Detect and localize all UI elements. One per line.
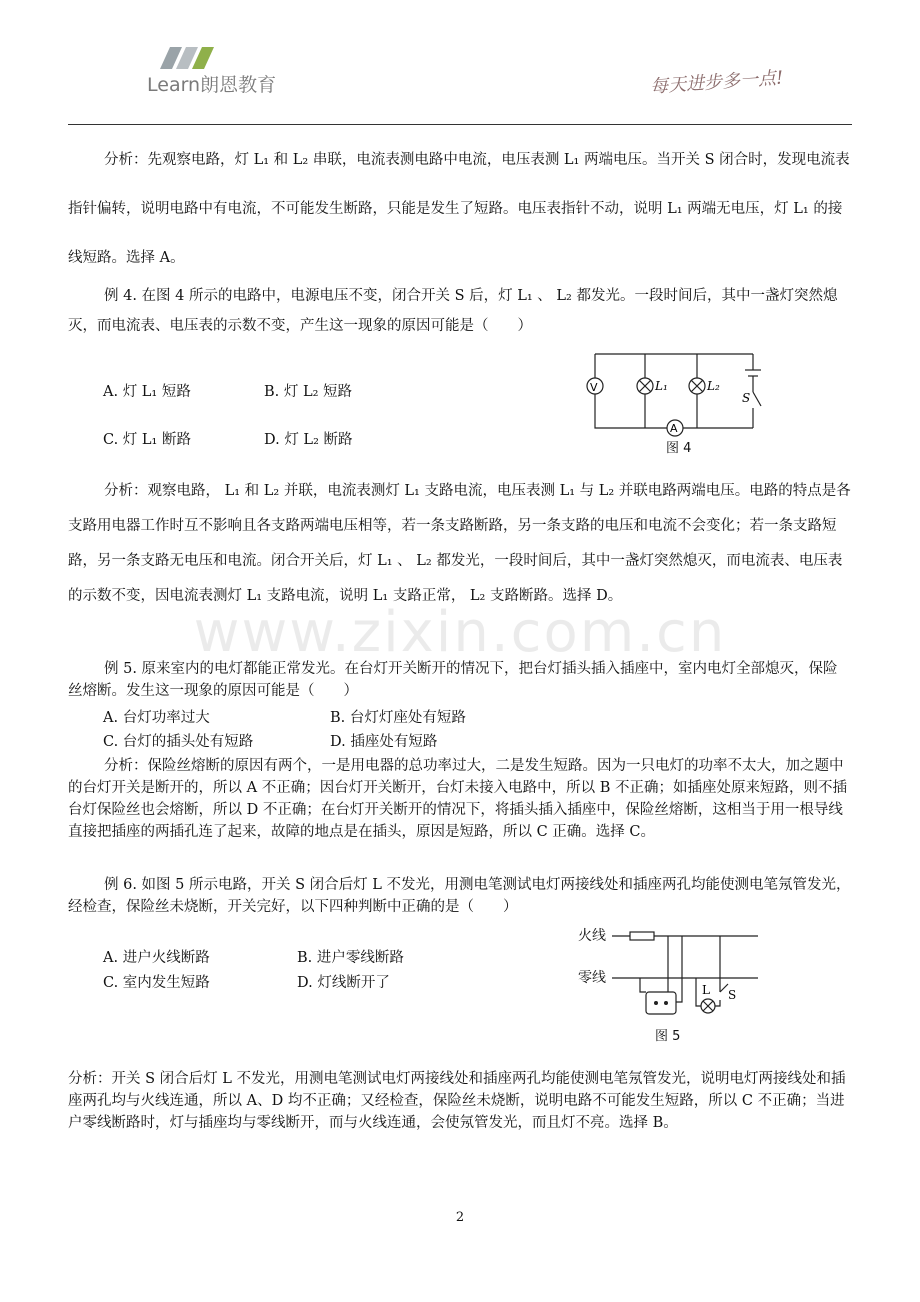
option-6d: D. 灯线断开了	[297, 975, 390, 991]
analysis-3: 分析：先观察电路，灯 L₁ 和 L₂ 串联，电流表测电路中电流，电压表测 L₁ 两端电压。当开关 S 闭合时，发现电流表指针偏转，说明电路中有电流，不可能发生断路，只能是发生了短路。电压表指针不动，说明 L₁ 两端无电压，灯 L₁ 的接线短路。选择 A。	[68, 152, 850, 266]
option-5a: A. 台灯功率过大	[103, 710, 210, 726]
fig4-s: S	[742, 391, 751, 405]
option-4d: D. 灯 L₂ 断路	[264, 432, 353, 448]
fig4-a: A	[670, 422, 678, 435]
option-5c: C. 台灯的插头处有短路	[103, 734, 254, 750]
fig4-l2: L₂	[707, 379, 720, 393]
fig5-s: S	[728, 988, 737, 1002]
figure-4-caption: 图 4	[666, 441, 692, 456]
header-rule	[68, 124, 852, 125]
fig4-l1: L₁	[655, 379, 668, 393]
option-5d: D. 插座处有短路	[330, 734, 438, 750]
fig5-neutral-label: 零线	[578, 970, 606, 986]
fig5-l: L	[702, 983, 710, 997]
option-6c: C. 室内发生短路	[103, 975, 210, 991]
option-6a: A. 进户火线断路	[103, 950, 210, 966]
option-6b: B. 进户零线断路	[297, 950, 404, 966]
option-5b: B. 台灯灯座处有短路	[330, 710, 466, 726]
logo-text: Learn朗恩教育	[147, 74, 277, 96]
watermark: www.zixin.com.cn	[193, 600, 727, 665]
figure-4-circuit	[585, 348, 785, 438]
fig4-v: V	[590, 381, 598, 394]
slogan: 每天进步多一点!	[649, 67, 784, 98]
example-6: 例 6. 如图 5 所示电路，开关 S 闭合后灯 L 不发光，用测电笔测试电灯两接线处和插座两孔均能使测电笔氖管发光，经检查，保险丝未烧断，开关完好，以下四种判断中正确的是（ ）	[68, 877, 851, 915]
example-4: 例 4. 在图 4 所示的电路中，电源电压不变，闭合开关 S 后，灯 L₁ 、 L₂ 都发光。一段时间后，其中一盏灯突然熄灭，而电流表、电压表的示数不变，产生这一现象的原因可能是（ ）	[68, 288, 838, 334]
header	[0, 0, 920, 125]
example-5: 例 5. 原来室内的电灯都能正常发光。在台灯开关断开的情况下，把台灯插头插入插座中，室内电灯全部熄灭，保险丝熔断。发生这一现象的原因可能是（ ）	[68, 661, 838, 699]
analysis-4: 分析：观察电路， L₁ 和 L₂ 并联，电流表测灯 L₁ 支路电流，电压表测 L₁ 与 L₂ 并联电路两端电压。电路的特点是各支路用电器工作时互不影响且各支路两端电压相等，若一条支路断路，另一条支路的电压和电流不会变化；若一条支路短路，另一条支路无电压和电流。闭合开关后，灯 L₁ 、 L₂ 都发光，一段时间后，其中一盏灯突然熄灭，而电流表、电压表的示数不变，因电流表测灯 L₁ 支路电流，说明 L₁ 支路正常， L₂ 支路断路。选择 D。	[68, 483, 851, 604]
figure-5-circuit	[610, 922, 760, 1022]
logo-icon	[156, 45, 226, 71]
fig5-live-label: 火线	[578, 928, 606, 944]
option-4b: B. 灯 L₂ 短路	[264, 384, 353, 400]
option-4a: A. 灯 L₁ 短路	[103, 384, 191, 400]
analysis-6: 分析：开关 S 闭合后灯 L 不发光，用测电笔测试电灯两接线处和插座两孔均能使测电笔氖管发光，说明电灯两接线处和插座两孔均与火线连通，所以 A、D 均不正确；又经检查，保险丝未烧断，说明电路不可能发生短路，所以 C 不正确；当进户零线断路时，灯与插座均与零线断开，而与火线连通，会使氖管发光，而且灯不亮。选择 B。	[68, 1071, 846, 1131]
page-number: 2	[455, 1210, 465, 1225]
option-4c: C. 灯 L₁ 断路	[103, 432, 191, 448]
figure-5-caption: 图 5	[655, 1029, 681, 1044]
analysis-5: 分析：保险丝熔断的原因有两个，一是用电器的总功率过大，二是发生短路。因为一只电灯的功率不太大，加之题中的台灯开关是断开的，所以 A 不正确；因台灯开关断开，台灯未接入电路中，所以 B 不正确；如插座处原来短路，则不插台灯保险丝也会熔断，所以 D 不正确；在台灯开关断开的情况下，将插头插入插座中，保险丝熔断，这相当于用一根导线直接把插座的两插孔连了起来，故障的地点是在插头，原因是短路，所以 C 正确。选择 C。	[68, 758, 848, 840]
